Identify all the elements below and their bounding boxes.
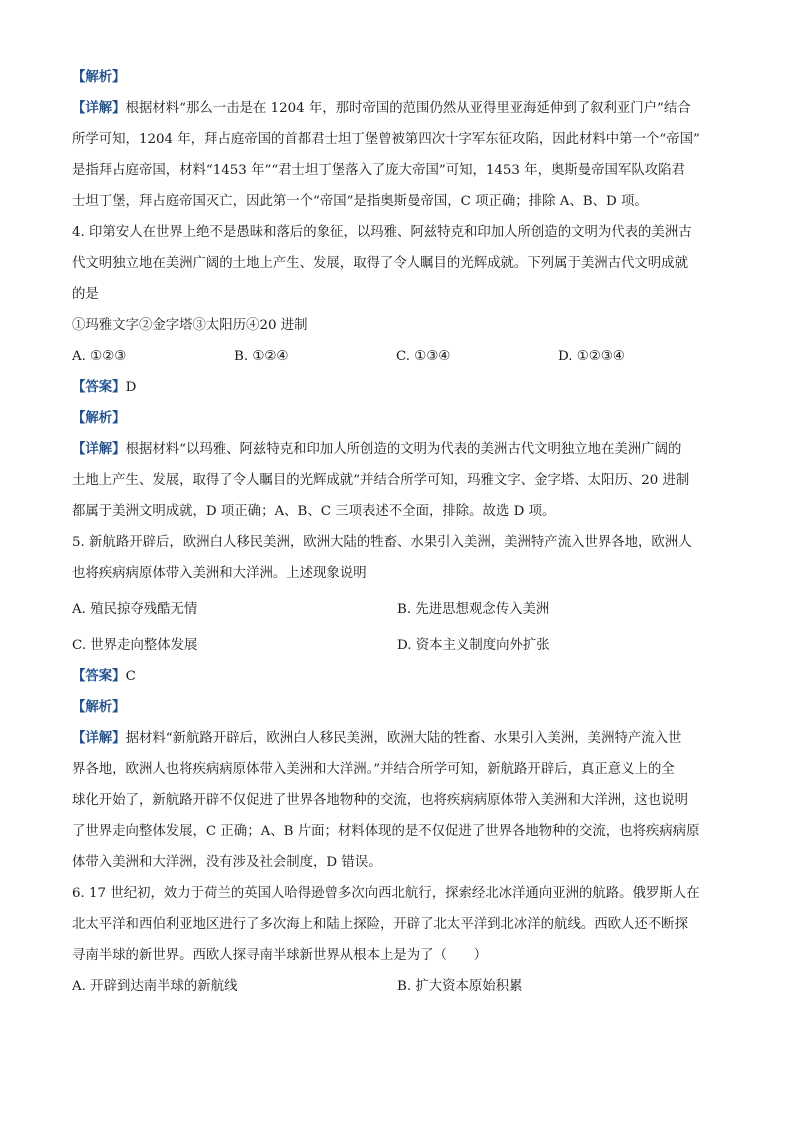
q4-analysis-tag: 【解析】 [72,410,126,426]
q4-option-b: B. ①②④ [234,349,289,364]
q4-option-a: A. ①②③ [72,349,127,364]
q4-answer-value: D [125,380,137,395]
q4-stem-line: 代文明独立地在美洲广阔的土地上产生、发展，取得了令人瞩目的光辉成就。下列属于美洲古代文明成就 [72,256,688,271]
q5-answer-value: C [125,669,136,684]
q5-answer [72,661,722,692]
q5-detail-line: 界各地，欧洲人也将疾病病原体带入美洲和大洋洲。”并结合所学可知，新航路开辟后，真正意义上的全 [72,762,675,777]
q3-detail-tag: 【详解】 [72,100,126,116]
q4-option-c: C. ①③④ [396,349,451,364]
q6-option-a: A. 开辟到达南半球的新航线 [72,979,238,994]
q4-option-d: D. ①②③④ [558,349,625,364]
q6-stem-line: 北太平洋和西伯利亚地区进行了多次海上和陆上探险，开辟了北太平洋到北冰洋的航线。西欧人还不断探 [72,917,688,932]
q4-stem-line: 4. 印第安人在世界上绝不是愚昧和落后的象征，以玛雅、阿兹特克和印加人所创造的文明为代表的美洲古 [72,225,692,240]
q5-detail-line: 体带入美洲和大洋洲，没有涉及社会制度，D 错误。 [72,855,382,870]
q4-detail-tag: 【详解】 [72,441,126,457]
exam-page [72,62,722,1002]
q5-option-b: B. 先进思想观念传入美洲 [397,602,550,617]
q4-options [72,341,722,372]
q3-analysis-tag: 【解析】 [72,69,126,85]
q3-detail-line: 是指拜占庭帝国，材料“1453 年”“君士坦丁堡落入了庞大帝国”可知，1453 年，奥斯曼帝国军队攻陷君 [72,163,685,178]
q5-detail-line: 球化开始了，新航路开辟不仅促进了世界各地物种的交流，也将疾病病原体带入美洲和大洋洲，这也说明 [72,793,688,808]
q3-detail-line: 【详解】根据材料“那么一击是在 1204 年，那时帝国的范围仍然从亚得里亚海延伸到了叙利亚门户”结合 [72,100,691,116]
q4-detail-line: 都属于美洲文明成就，D 项正确；A、B、C 三项表述不全面，排除。故选 D 项。 [72,504,556,519]
q5-detail-line: 了世界走向整体发展，C 正确；A、B 片面；材料体现的是不仅促进了世界各地物种的交流，也将疾病病原 [72,824,700,839]
q6-option-b: B. 扩大资本原始积累 [397,979,523,994]
q4-answer [72,372,722,403]
q5-option-d: D. 资本主义制度向外扩张 [397,638,550,653]
q5-options-row-2 [72,630,722,661]
q3-detail-line: 所学可知，1204 年，拜占庭帝国的首都君士坦丁堡曾被第四次十字军东征攻陷，因此材料中第一个“帝国” [72,132,700,147]
q5-option-c: C. 世界走向整体发展 [72,638,198,653]
q6-options-row-1 [72,971,722,1002]
q5-stem-line: 5. 新航路开辟后，欧洲白人移民美洲，欧洲大陆的牲畜、水果引入美洲，美洲特产流入世界各地，欧洲人 [72,535,692,550]
q5-answer-tag: 【答案】 [72,668,126,684]
q5-analysis-tag: 【解析】 [72,699,126,715]
q5-detail-line: 【详解】据材料“新航路开辟后，欧洲白人移民美洲，欧洲大陆的牲畜、水果引入美洲，美洲特产流入世 [72,730,682,746]
q4-stem-line: ①玛雅文字②金字塔③太阳历④20 进制 [72,318,308,333]
q4-stem-line: 的是 [72,287,99,302]
q5-detail-tag: 【详解】 [72,730,126,746]
q4-detail-line: 【详解】根据材料“以玛雅、阿兹特克和印加人所创造的文明为代表的美洲古代文明独立地在美洲广阔的 [72,441,682,457]
q5-option-a: A. 殖民掠夺残酷无情 [72,602,198,617]
q3-detail-line: 士坦丁堡，拜占庭帝国灭亡，因此第一个“帝国”是指奥斯曼帝国，C 项正确；排除 A、B、D 项。 [72,194,648,209]
q5-options-row-1 [72,589,722,630]
q4-answer-tag: 【答案】 [72,379,126,395]
q6-stem-line: 寻南半球的新世界。西欧人探寻南半球新世界从根本上是为了（ ） [72,948,488,963]
q5-stem-line: 也将疾病病原体带入美洲和大洋洲。上述现象说明 [72,566,367,581]
q4-detail-line: 土地上产生、发展，取得了令人瞩目的光辉成就”并结合所学可知，玛雅文字、金字塔、太阳历、20 进制 [72,473,690,488]
q6-stem-line: 6. 17 世纪初，效力于荷兰的英国人哈得逊曾多次向西北航行，探索经北冰洋通向亚洲的航路。俄罗斯人在 [72,886,700,901]
